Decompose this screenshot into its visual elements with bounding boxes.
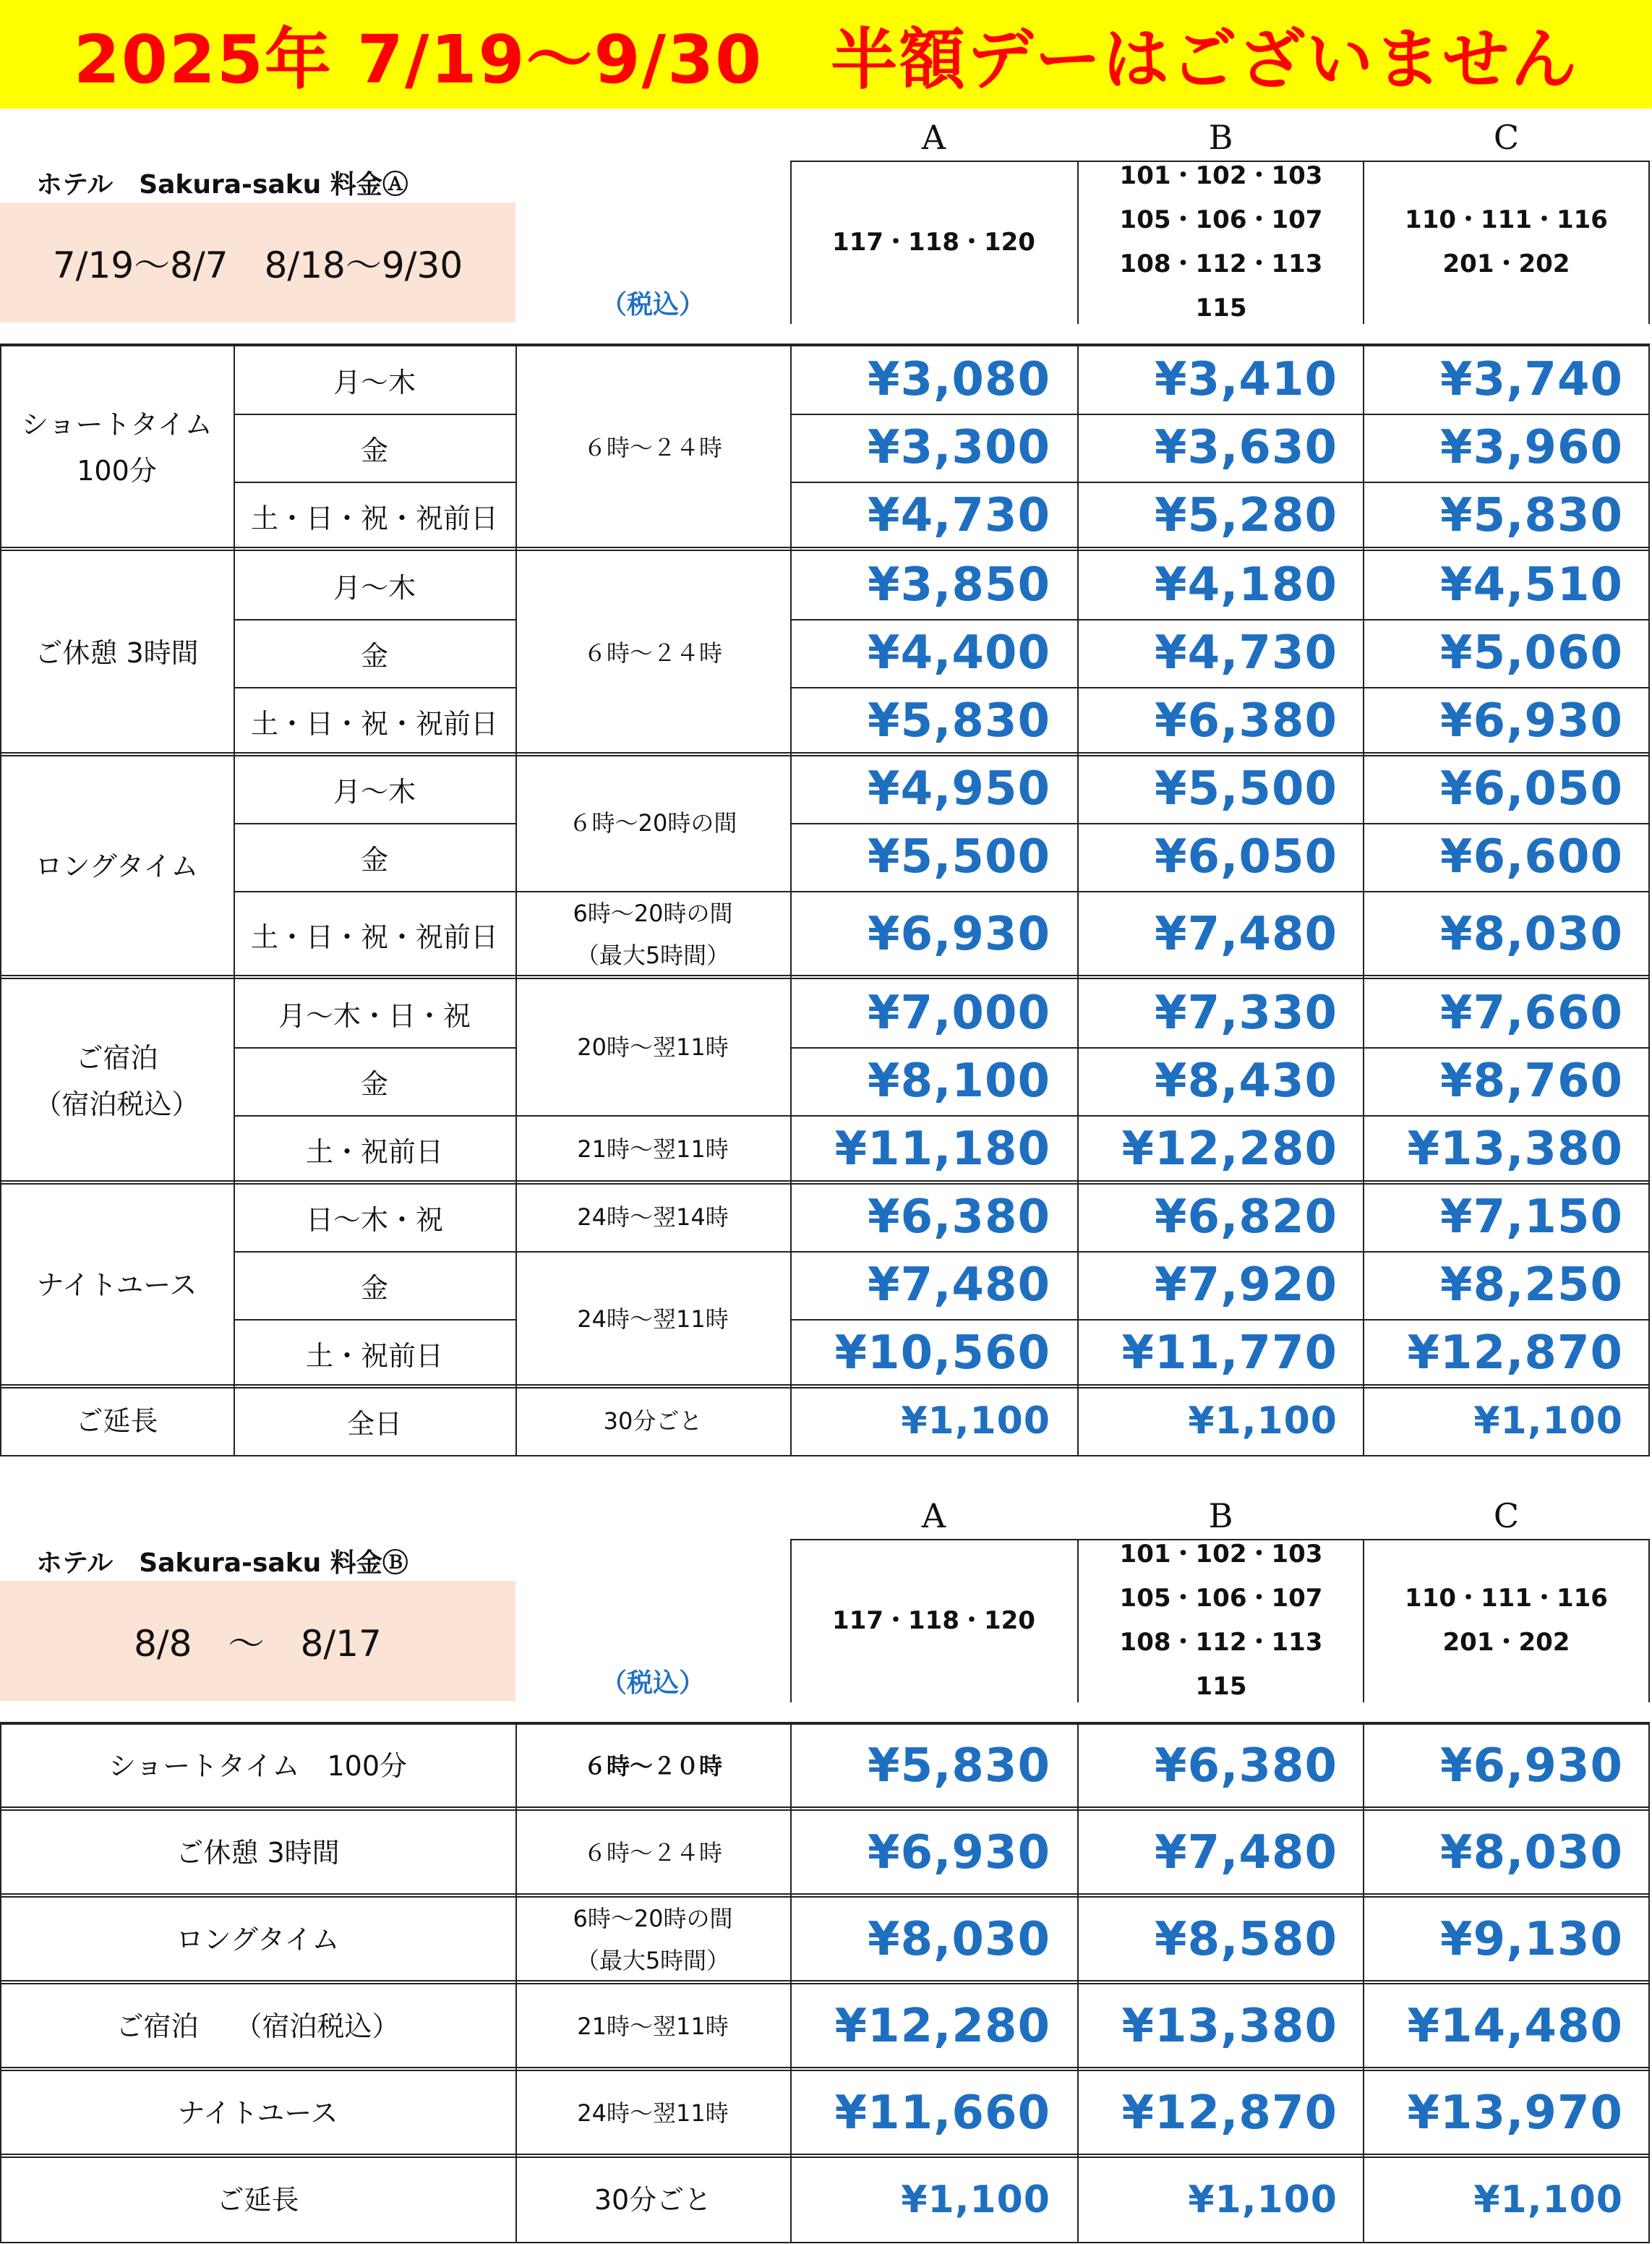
grid-line — [0, 344, 1, 1455]
price-b: ¥5,280 — [1155, 489, 1338, 542]
price-a: ¥1,100 — [901, 2178, 1050, 2222]
price-a: ¥3,300 — [868, 421, 1050, 474]
rooms-a-line: 117・118・120 — [832, 227, 1035, 257]
time-range: 24時〜翌11時 — [577, 1305, 729, 1333]
time-range: ６時〜２４時 — [583, 434, 722, 461]
day-label: 月〜木 — [333, 571, 416, 604]
plan-name: ロングタイム — [176, 1924, 340, 1955]
grid-line — [515, 344, 517, 1455]
price-c: ¥8,250 — [1440, 1258, 1623, 1312]
grid-line — [234, 619, 515, 620]
time-range-line: 6時〜20時の間 — [573, 900, 733, 927]
grid-line — [234, 1319, 515, 1321]
time-range: ６時〜２４時 — [583, 639, 722, 667]
grid-line — [0, 1455, 1650, 1456]
plan-name — [0, 1183, 234, 1387]
rooms-b-line: 115 — [1195, 294, 1247, 323]
grid-line — [0, 547, 1650, 548]
grid-line — [234, 687, 515, 688]
rooms-b-line: 101・102・103 — [1119, 1540, 1323, 1569]
price-c: ¥8,030 — [1440, 1826, 1623, 1880]
rooms-c-line: 201・202 — [1442, 249, 1570, 278]
price-a: ¥3,850 — [868, 558, 1050, 612]
day-label: 月〜木 — [333, 366, 416, 398]
price-c: ¥6,600 — [1440, 830, 1623, 884]
day-label: 金 — [360, 1271, 388, 1304]
price-c: ¥1,100 — [1473, 2178, 1623, 2222]
price-c: ¥12,870 — [1407, 1326, 1623, 1380]
price-b: ¥1,100 — [1188, 2178, 1338, 2222]
grid-line — [1648, 344, 1650, 1455]
plan-name-line: ロングタイム — [35, 850, 199, 882]
banner-text: 2025年 7/19〜9/30 半額デーはございません — [73, 21, 1579, 98]
grid-line — [790, 823, 1650, 824]
rooms-b-line: 108・112・113 — [1119, 1628, 1323, 1657]
price-a: ¥5,830 — [868, 694, 1050, 748]
grid-line — [790, 344, 792, 1455]
price-c: ¥5,830 — [1440, 489, 1623, 542]
grid-line — [515, 1251, 790, 1253]
grid-line — [790, 1115, 1650, 1117]
grid-line — [234, 1115, 515, 1117]
plan-name: ショートタイム 100分 — [108, 1750, 407, 1782]
plan-name-line: ご休憩 3時間 — [35, 637, 199, 669]
header-banner — [0, 0, 1652, 108]
time-range: ６時〜20時の間 — [568, 809, 737, 837]
price-c: ¥6,930 — [1440, 694, 1623, 748]
grid-line — [790, 414, 1650, 415]
rooms-b-line: 101・102・103 — [1119, 161, 1323, 190]
time-range: 24時〜翌14時 — [577, 1203, 729, 1231]
price-a: ¥4,950 — [868, 762, 1050, 816]
price-c: ¥8,760 — [1440, 1054, 1623, 1108]
column-letter-a: A — [921, 118, 946, 157]
day-label: 土・祝前日 — [305, 1339, 443, 1372]
price-c: ¥14,480 — [1407, 2000, 1623, 2053]
column-letter-b: B — [1208, 118, 1233, 157]
price-c: ¥9,130 — [1440, 1913, 1623, 1966]
price-b: ¥3,630 — [1155, 421, 1338, 474]
rooms-c-line: 110・111・116 — [1405, 1584, 1608, 1613]
time-range: 30分ごと — [603, 1407, 703, 1435]
plan-name-line: （宿泊税込） — [34, 1088, 200, 1120]
price-a: ¥8,030 — [868, 1913, 1050, 1966]
price-b: ¥7,480 — [1155, 1826, 1338, 1880]
time-range — [515, 891, 790, 978]
price-c: ¥8,030 — [1440, 908, 1623, 961]
price-b: ¥6,380 — [1155, 694, 1338, 748]
grid-line — [515, 1115, 790, 1117]
day-label: 月〜木・日・祝 — [278, 999, 471, 1032]
price-a: ¥11,180 — [834, 1122, 1050, 1176]
price-a: ¥6,380 — [868, 1190, 1050, 1244]
grid-line — [0, 1180, 1650, 1182]
time-range: 24時〜翌11時 — [577, 2099, 729, 2127]
grid-line — [234, 823, 515, 824]
rooms-b-line: 105・106・107 — [1119, 1584, 1323, 1613]
grid-line — [790, 1251, 1650, 1253]
time-range-line: （最大5時間） — [575, 1947, 730, 1974]
time-range-line: （最大5時間） — [575, 942, 730, 969]
day-label: 金 — [360, 434, 388, 466]
price-b: ¥5,500 — [1155, 762, 1338, 816]
day-label: 金 — [360, 843, 388, 876]
grid-line — [234, 344, 235, 1455]
price-a: ¥7,480 — [868, 1258, 1050, 1312]
grid-line — [0, 975, 1650, 976]
grid-line — [234, 1047, 515, 1049]
time-range: 20時〜翌11時 — [577, 1033, 729, 1061]
time-range: ６時〜２０時 — [583, 1752, 722, 1780]
time-range-line: 6時〜20時の間 — [573, 1905, 733, 1932]
period-label: 8/8 〜 8/17 — [0, 1581, 515, 1701]
grid-line — [0, 1723, 1, 2242]
price-b: ¥7,920 — [1155, 1258, 1338, 1312]
grid-line — [1077, 344, 1079, 1455]
grid-line — [790, 1319, 1650, 1321]
price-b: ¥8,580 — [1155, 1913, 1338, 1966]
grid-line — [790, 1047, 1650, 1049]
price-c: ¥7,150 — [1440, 1190, 1623, 1244]
price-a: ¥1,100 — [901, 1399, 1050, 1443]
price-a: ¥3,080 — [868, 353, 1050, 406]
grid-line — [1077, 1723, 1079, 2242]
price-b: ¥8,430 — [1155, 1054, 1338, 1108]
plan-name: ご延長 — [75, 1405, 158, 1437]
grid-line — [234, 1251, 515, 1253]
price-b: ¥4,730 — [1155, 626, 1338, 680]
rooms-a — [790, 161, 1077, 324]
grid-line — [790, 619, 1650, 620]
tax-included-label: （税込） — [600, 289, 705, 320]
price-a: ¥4,730 — [868, 489, 1050, 542]
price-c: ¥13,970 — [1407, 2086, 1623, 2140]
grid-line — [790, 687, 1650, 688]
period-label: 7/19〜8/7 8/18〜9/30 — [0, 202, 515, 323]
price-b: ¥12,280 — [1121, 1122, 1338, 1176]
column-letter-c: C — [1493, 118, 1520, 157]
plan-name: ナイトユース — [177, 2097, 338, 2129]
day-label: 日〜木・祝 — [305, 1203, 443, 1236]
rooms-c-line: 110・111・116 — [1405, 205, 1608, 234]
grid-line — [0, 2154, 1650, 2155]
price-a: ¥12,280 — [834, 2000, 1050, 2053]
rooms-b-line: 115 — [1195, 1672, 1247, 1701]
grid-line — [0, 1384, 1650, 1386]
price-a: ¥11,660 — [834, 2086, 1050, 2140]
column-letter-a: A — [921, 1496, 946, 1535]
grid-line — [790, 891, 1650, 892]
grid-line — [790, 482, 1650, 483]
price-a: ¥6,930 — [868, 908, 1050, 961]
hotel-title: ホテル Sakura-saku 料金Ⓐ — [36, 169, 408, 200]
column-letter-c: C — [1493, 1496, 1520, 1535]
price-a: ¥5,500 — [868, 830, 1050, 884]
grid-line — [234, 891, 515, 892]
grid-line — [0, 1806, 1650, 1808]
day-label: 土・祝前日 — [305, 1135, 443, 1168]
day-label: 全日 — [346, 1407, 402, 1440]
price-a: ¥8,100 — [868, 1054, 1050, 1108]
grid-line — [0, 1893, 1650, 1895]
grid-line — [0, 1980, 1650, 1981]
rooms-a — [790, 1539, 1077, 1702]
price-a: ¥5,830 — [868, 1739, 1050, 1793]
grid-line — [1363, 1723, 1364, 2242]
price-a: ¥7,000 — [868, 986, 1050, 1040]
grid-line — [0, 2067, 1650, 2068]
price-c: ¥1,100 — [1473, 1399, 1623, 1443]
grid-line — [1648, 1723, 1650, 2242]
time-range: 21時〜翌11時 — [577, 1135, 729, 1163]
rooms-b — [1077, 1539, 1365, 1702]
plan-name — [0, 979, 234, 1183]
price-b: ¥6,050 — [1155, 830, 1338, 884]
plan-name — [0, 346, 234, 550]
price-b: ¥7,330 — [1155, 986, 1338, 1040]
plan-name-line: ショートタイム — [21, 409, 213, 440]
plan-name: ご宿泊 （宿泊税込） — [116, 2010, 400, 2042]
rooms-c-line: 201・202 — [1442, 1628, 1570, 1657]
price-c: ¥3,960 — [1440, 421, 1623, 474]
price-a: ¥4,400 — [868, 626, 1050, 680]
price-a: ¥6,930 — [868, 1826, 1050, 1880]
price-a: ¥10,560 — [834, 1326, 1050, 1380]
time-range: ６時〜２４時 — [583, 1839, 722, 1867]
plan-name: ご延長 — [216, 2184, 299, 2216]
plan-name-line: ナイトユース — [36, 1269, 197, 1301]
grid-line — [1363, 344, 1364, 1455]
day-label: 土・日・祝・祝前日 — [250, 921, 498, 953]
day-label: 土・日・祝・祝前日 — [250, 502, 498, 534]
price-c: ¥5,060 — [1440, 626, 1623, 680]
day-label: 土・日・祝・祝前日 — [250, 707, 498, 740]
price-b: ¥3,410 — [1155, 353, 1338, 406]
price-b: ¥7,480 — [1155, 908, 1338, 961]
rooms-b-line: 108・112・113 — [1119, 249, 1323, 278]
plan-name — [0, 755, 234, 978]
tax-included-label: （税込） — [600, 1668, 705, 1698]
grid-line — [0, 752, 1650, 754]
price-c: ¥6,050 — [1440, 762, 1623, 816]
plan-name — [0, 551, 234, 755]
grid-line — [234, 414, 515, 415]
plan-name-line: 100分 — [77, 455, 157, 487]
rooms-c — [1363, 161, 1650, 324]
rooms-b-line: 105・106・107 — [1119, 205, 1323, 234]
price-b: ¥11,770 — [1121, 1326, 1338, 1380]
time-range: 21時〜翌11時 — [577, 2013, 729, 2040]
plan-name-line: ご宿泊 — [75, 1042, 158, 1074]
price-c: ¥6,930 — [1440, 1739, 1623, 1793]
plan-name: ご休憩 3時間 — [176, 1837, 340, 1869]
grid-line — [0, 2242, 1650, 2243]
price-b: ¥6,820 — [1155, 1190, 1338, 1244]
price-b: ¥4,180 — [1155, 558, 1338, 612]
rooms-a-line: 117・118・120 — [832, 1605, 1035, 1635]
price-b: ¥6,380 — [1155, 1739, 1338, 1793]
rooms-c — [1363, 1539, 1650, 1702]
day-label: 金 — [360, 639, 388, 672]
price-b: ¥1,100 — [1188, 1399, 1338, 1443]
column-letter-b: B — [1208, 1496, 1233, 1535]
time-range: 30分ごと — [594, 2184, 712, 2216]
hotel-title: ホテル Sakura-saku 料金Ⓑ — [36, 1548, 408, 1578]
price-c: ¥13,380 — [1407, 1122, 1623, 1176]
price-b: ¥13,380 — [1121, 2000, 1338, 2053]
price-c: ¥4,510 — [1440, 558, 1623, 612]
price-c: ¥3,740 — [1440, 353, 1623, 406]
grid-line — [515, 1723, 517, 2242]
rooms-b — [1077, 161, 1365, 324]
day-label: 金 — [360, 1067, 388, 1100]
grid-line — [234, 482, 515, 483]
price-b: ¥12,870 — [1121, 2086, 1338, 2140]
grid-line — [515, 891, 790, 892]
grid-line — [790, 1723, 792, 2242]
time-range — [515, 1898, 790, 1981]
day-label: 月〜木 — [333, 775, 416, 808]
price-c: ¥7,660 — [1440, 986, 1623, 1040]
